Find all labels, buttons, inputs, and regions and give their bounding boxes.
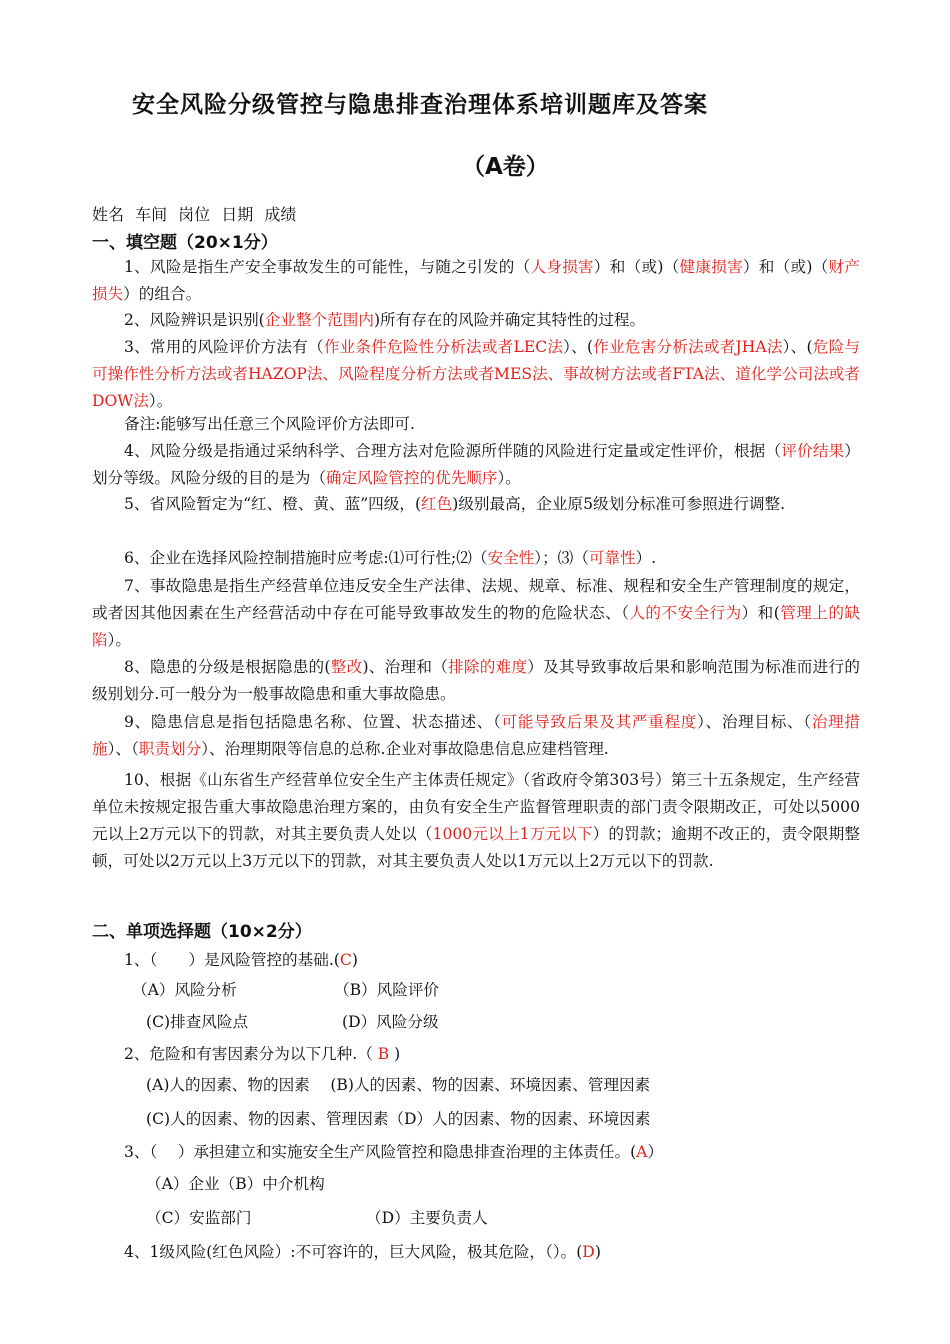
question-1-1: 1、风险是指生产安全事故发生的可能性，与随之引发的（人身损害）和（或)（健康损害）和（或)（财产损失）的组合。: [92, 258, 860, 303]
answer: 作业条件危险性分析法或者LEC法: [323, 338, 564, 356]
option-1b: （B）风险评价: [334, 981, 440, 999]
answer: C: [339, 951, 352, 969]
question-1-6: 6、企业在选择风险控制措施时应考虑:⑴可行性;⑵（安全性）；⑶（可靠性）.: [124, 549, 657, 567]
answer: 1000元以上1万元以下: [432, 825, 593, 843]
document-title: 安全风险分级管控与隐患排查治理体系培训题库及答案: [132, 92, 708, 118]
question-1-7: 7、事故隐患是指生产经营单位违反安全生产法律、法规、规章、标准、规程和安全生产管理制度的规定，或者因其他因素在生产经营活动中存在可能导致事故发生的物的危险状态、（人的不安全行为）和(管理上的缺陷）。: [92, 577, 860, 649]
answer: 职责划分: [138, 740, 202, 758]
option-1c: (C)排查风险点: [146, 1013, 249, 1031]
answer: D: [582, 1243, 595, 1261]
question-1-4: 4、风险分级是指通过采纳科学、合理方法对危险源所伴随的风险进行定量或定性评价，根据（评价结果）划分等级。风险分级的目的是为（确定风险管控的优先顺序）。: [92, 442, 860, 487]
option-3d: （D）主要负责人: [366, 1209, 488, 1227]
option-3c: （C）安监部门: [146, 1209, 252, 1227]
answer: 治理措施: [92, 713, 860, 758]
answer: 人的不安全行为: [629, 604, 742, 622]
option-1d: (D）风险分级: [342, 1013, 439, 1031]
answer: 可靠性: [588, 549, 636, 567]
choice-question-1: 1、（ ）是风险管控的基础.(C): [124, 951, 358, 969]
option-3ab: （A）企业（B）中介机构: [146, 1175, 325, 1193]
question-1-5: 5、省风险暂定为“红、橙、黄、蓝”四级，(红色)级别最高，企业原5级划分标准可参照进行调整.: [124, 495, 786, 513]
answer: B: [377, 1045, 390, 1063]
answer: 人身损害: [530, 258, 594, 276]
document-subtitle: （A卷）: [462, 154, 549, 180]
option-1a: （A）风险分析: [132, 981, 237, 999]
answer: 财产损失: [92, 258, 860, 303]
question-1-8: 8、隐患的分级是根据隐患的(整改)、治理和（排除的难度）及其导致事故后果和影响范围为标准而进行的级别划分.可一般分为一般事故隐患和重大事故隐患。: [92, 658, 860, 703]
question-1-3: 3、常用的风险评价方法有（作业条件危险性分析法或者LEC法）、(作业危害分析法或者JHA法）、(危险与可操作性分析方法或者HAZOP法、风险程度分析方法或者MES法、事故树方法或者FTA法、道化学公司法或者DOW法）。: [92, 338, 860, 410]
choice-question-3: 3、（ ）承担建立和实施安全生产风险管控和隐患排查治理的主体责任。(A）: [124, 1143, 664, 1161]
question-1-2: 2、风险辨识是识别(企业整个范围内)所有存在的风险并确定其特性的过程。: [124, 311, 646, 329]
choice-question-2: 2、危险和有害因素分为以下几种.（ B ): [124, 1045, 401, 1063]
answer: 排除的难度: [448, 658, 528, 676]
answer: 健康损害: [679, 258, 743, 276]
answer: 红色: [421, 495, 453, 513]
answer: 危险与可操作性分析方法或者HAZOP法、风险程度分析方法或者MES法、事故树方法或者FTA法、道化学公司法或者DOW法: [92, 338, 860, 410]
answer: 企业整个范围内: [264, 311, 374, 329]
option-2cd: (C)人的因素、物的因素、管理因素（D）人的因素、物的因素、环境因素: [146, 1110, 651, 1128]
info-line: 姓名 车间 岗位 日期 成绩: [92, 205, 297, 224]
option-2ab: (A)人的因素、物的因素 (B)人的因素、物的因素、环境因素、管理因素: [146, 1076, 651, 1094]
answer: 评价结果: [781, 442, 845, 460]
answer: 作业危害分析法或者JHA法: [593, 338, 783, 356]
answer: A: [636, 1143, 648, 1161]
question-1-10: 10、根据《山东省生产经营单位安全生产主体责任规定》（省政府令第303号）第三十五条规定，生产经营单位未按规定报告重大事故隐患治理方案的，由负有安全生产监督管理职责的部门责令限期改正，可处以5000元以上2万元以下的罚款，对其主要负责人处以（1000元以上1万元以下）的罚款；逾期不改正的，责令限期整顿，可处以2万元以上3万元以下的罚款，对其主要负责人处以1万元以上2万元以下的罚款.: [92, 771, 860, 870]
section-heading-fill-in: 一、填空题（20×1分）: [92, 233, 278, 253]
answer: 管理上的缺陷: [92, 604, 860, 649]
answer: 安全性: [487, 549, 535, 567]
answer: 确定风险管控的优先顺序: [325, 469, 498, 487]
answer: 整改: [330, 658, 363, 676]
question-1-9: 9、隐患信息是指包括隐患名称、位置、状态描述、（可能导致后果及其严重程度）、治理目标、（治理措施）、（职责划分）、治理期限等信息的总称.企业对事故隐患信息应建档管理.: [92, 713, 860, 758]
section-heading-single-choice: 二、单项选择题（10×2分）: [92, 922, 312, 942]
answer: 可能导致后果及其严重程度: [501, 713, 698, 731]
note-line: 备注:能够写出任意三个风险评价方法即可.: [124, 415, 415, 433]
choice-question-4: 4、1级风险(红色风险）:不可容许的，巨大风险，极其危险，（）。(D): [124, 1243, 601, 1261]
